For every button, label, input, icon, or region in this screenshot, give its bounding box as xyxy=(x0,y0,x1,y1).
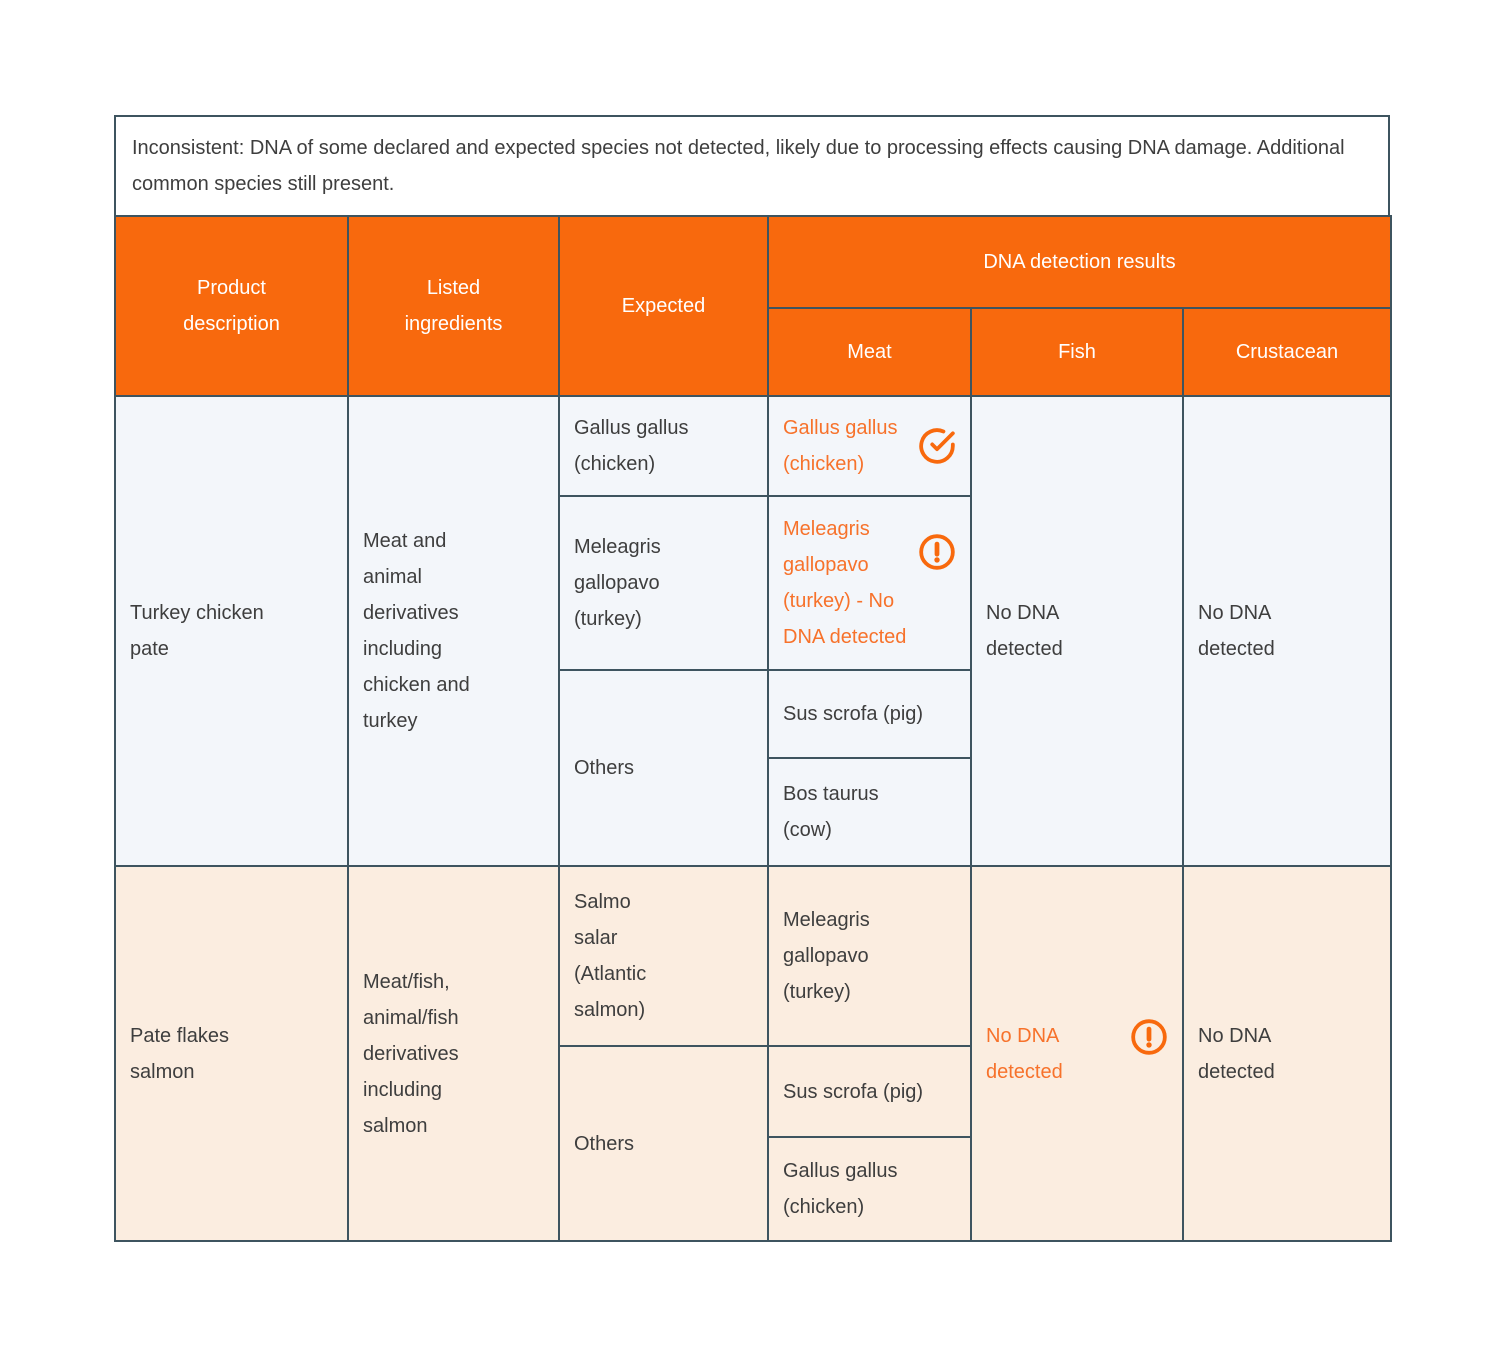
cell-turkey-meat-cow xyxy=(768,758,971,866)
cell-turkey-expected-others xyxy=(559,670,768,866)
col-header-meat-label: Meat xyxy=(847,341,892,363)
cell-salmon-meat-turkey xyxy=(768,866,971,1046)
detected-species: Gallus gallus (chicken) xyxy=(783,1160,898,1218)
cell-turkey-expected-turkey xyxy=(559,496,768,670)
result-text: No DNA detected xyxy=(1198,602,1275,660)
expected-species: Gallus gallus (chicken) xyxy=(574,417,689,475)
dna-report-container xyxy=(114,115,1390,1242)
cell-salmon-expected-others xyxy=(559,1046,768,1241)
col-header-fish-label: Fish xyxy=(1058,341,1096,363)
cell-salmon-crustacean-result xyxy=(1183,866,1391,1241)
table-header xyxy=(115,216,1391,396)
detected-species: Sus scrofa (pig) xyxy=(783,1080,924,1103)
col-header-dna-detection-results-label: DNA detection results xyxy=(983,251,1176,273)
detected-species-with-status xyxy=(783,511,956,655)
col-header-expected xyxy=(559,216,768,396)
result-text: No DNA detected xyxy=(986,602,1063,660)
cell-turkey-meat-pig xyxy=(768,670,971,758)
alert-circle-icon xyxy=(918,533,956,571)
col-header-expected-label: Expected xyxy=(621,295,706,317)
detected-species: Gallus gallus (chicken) xyxy=(783,417,898,475)
detected-species: Sus scrofa (pig) xyxy=(783,703,924,725)
col-header-crustacean-label: Crustacean xyxy=(1235,341,1339,363)
expected-species: Others xyxy=(574,1132,635,1155)
not-detected-warning-text: Meleagris gallopavo (turkey) - No DNA detected xyxy=(783,518,907,648)
ingredients-text: Meat/fish, animal/fish derivatives including salmon xyxy=(363,970,459,1137)
cell-turkey-fish-result xyxy=(971,396,1183,866)
table-body xyxy=(115,396,1391,1241)
cell-salmon-fish-result xyxy=(971,866,1183,1241)
col-header-listed-ingredients xyxy=(348,216,559,396)
expected-species: Others xyxy=(574,757,635,779)
cell-turkey-meat-chicken xyxy=(768,396,971,496)
expected-species: Salmo salar (Atlantic salmon) xyxy=(574,891,647,1021)
cell-turkey-product xyxy=(115,396,348,866)
cell-turkey-crustacean-result xyxy=(1183,396,1391,866)
cell-salmon-meat-chicken xyxy=(768,1137,971,1241)
cell-salmon-expected-salmon xyxy=(559,866,768,1046)
not-detected-warning-text: No DNA detected xyxy=(986,1024,1063,1083)
alert-circle-icon xyxy=(1130,1018,1168,1056)
product-name: Turkey chicken pate xyxy=(130,602,264,660)
detected-species-with-status xyxy=(783,410,956,482)
cell-salmon-meat-pig xyxy=(768,1046,971,1137)
ingredients-text: Meat and animal derivatives including chicken and turkey xyxy=(363,530,470,732)
col-header-listed-ingredients-label: Listed ingredients xyxy=(404,277,503,335)
col-header-dna-detection-results xyxy=(768,216,1391,308)
result-text: No DNA detected xyxy=(1198,1024,1275,1083)
detected-species: Bos taurus (cow) xyxy=(783,783,879,841)
table-row xyxy=(115,866,1391,1046)
table-row xyxy=(115,396,1391,496)
expected-species: Meleagris gallopavo (turkey) xyxy=(574,536,661,630)
check-circle-icon xyxy=(918,427,956,465)
product-name: Pate flakes salmon xyxy=(130,1024,229,1083)
cell-turkey-meat-turkey xyxy=(768,496,971,670)
col-header-meat xyxy=(768,308,971,396)
col-header-product-description-label: Product description xyxy=(183,277,280,335)
dna-detection-table xyxy=(114,215,1392,1242)
col-header-product-description xyxy=(115,216,348,396)
cell-salmon-ingredients xyxy=(348,866,559,1241)
result-with-status xyxy=(986,1018,1168,1090)
cell-salmon-product xyxy=(115,866,348,1241)
cell-turkey-ingredients xyxy=(348,396,559,866)
cell-turkey-expected-chicken xyxy=(559,396,768,496)
inconsistency-note: Inconsistent: DNA of some declared and expected species not detected, likely due to processing effects causing DNA damage. Additional common species still present. xyxy=(114,115,1390,217)
col-header-crustacean xyxy=(1183,308,1391,396)
detected-species: Meleagris gallopavo (turkey) xyxy=(783,909,870,1003)
col-header-fish xyxy=(971,308,1183,396)
